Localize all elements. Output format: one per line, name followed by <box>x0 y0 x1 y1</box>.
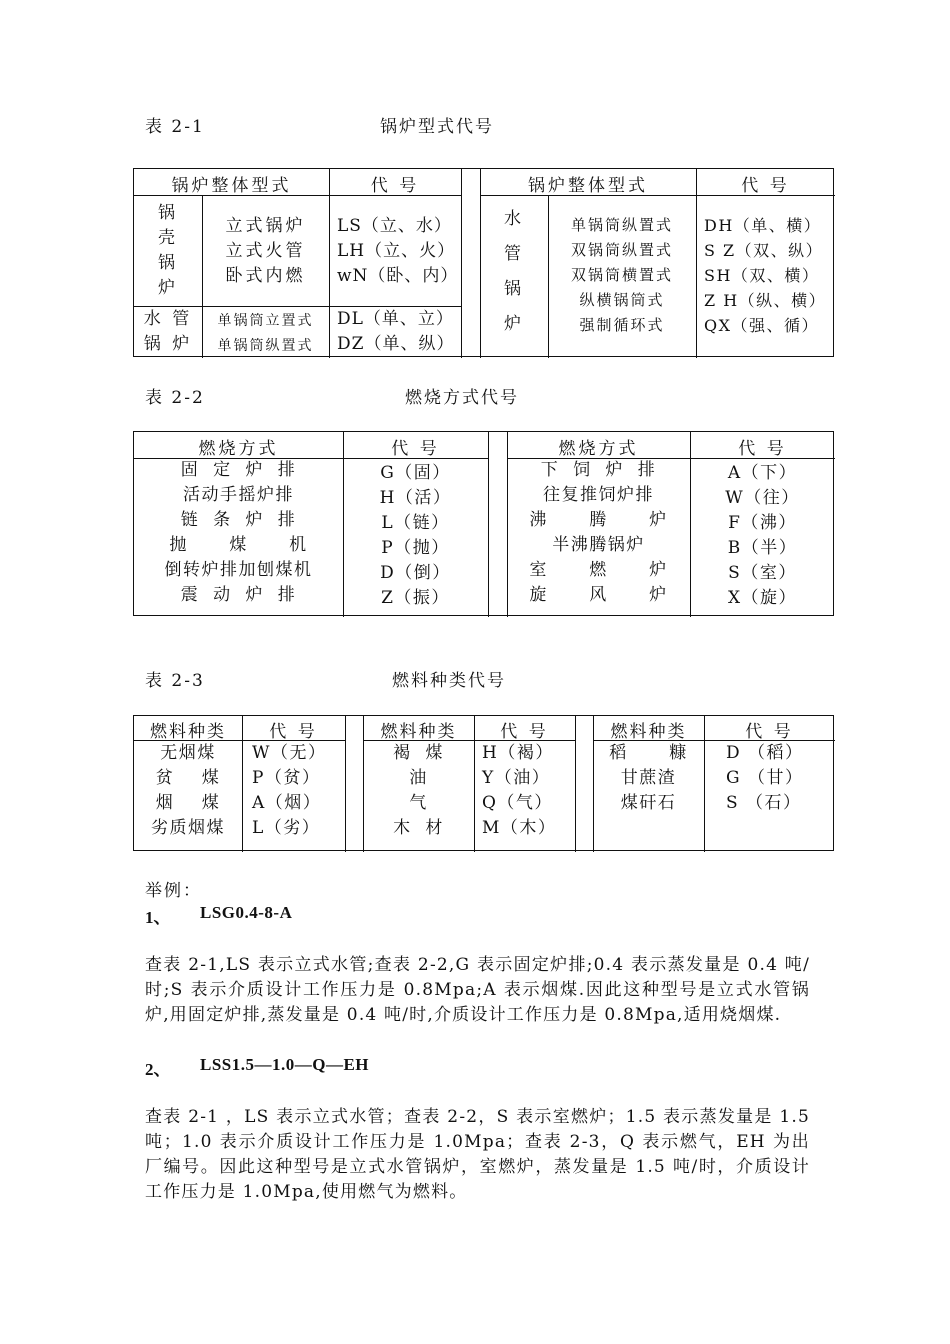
t2-left-codes: G（固） H（活） L（链） P（抛） D（倒） Z（振） <box>379 463 452 608</box>
t2-left-methods: 固 定 炉 排 活动手摇炉排 链 条 炉 排 抛 煤 机 倒转炉排加刨煤机 震 动 炉 排 <box>164 460 313 605</box>
example1-code: LSG0.4-8-A <box>200 903 293 922</box>
t3-col3-header-code: 代 号 <box>745 722 794 742</box>
example1-number: 1、 <box>145 908 171 927</box>
t2-right-header-code: 代 号 <box>738 439 787 459</box>
table2-combustion-method <box>133 431 834 616</box>
t3-col2-codes: H（褐） Y（油） Q（气） M（木） <box>482 743 557 838</box>
t3-col1-fuels: 无烟煤 贫 煤 烟 煤 劣质烟煤 <box>151 743 225 838</box>
table1-boiler-type <box>133 168 834 357</box>
table1-caption-title: 锅炉型式代号 <box>380 117 494 137</box>
t2-right-codes: A（下） W（往） F（沸） B（半） S（室） X（旋） <box>725 463 800 608</box>
t1-water-tube-label: 水 管 锅 炉 <box>143 309 193 354</box>
t1-water-tube-label-right: 水 管 锅 炉 <box>504 209 524 334</box>
t3-col1-codes: W（无） P（贫） A（烟） L（劣） <box>252 743 327 838</box>
table3-fuel-type <box>133 715 834 851</box>
table1-caption-number: 表 2-1 <box>145 117 205 137</box>
t1-shell-boiler-label: 锅 壳 锅 炉 <box>158 203 178 298</box>
t3-col1-header-fuel: 燃料种类 <box>150 722 226 742</box>
t3-col1-header-code: 代 号 <box>269 722 318 742</box>
t1-shell-boiler-types: 立式锅炉 立式火管 卧式内燃 <box>225 216 306 286</box>
table3-caption-title: 燃料种类代号 <box>392 671 506 691</box>
t3-col2-header-code: 代 号 <box>500 722 549 742</box>
t3-col2-header-fuel: 燃料种类 <box>380 722 457 742</box>
example2-explanation: 查表 2-1 ，LS 表示立式水管；查表 2-2，S 表示室燃炉；1.5 表示蒸发量是 1.5 吨；1.0 表示介质设计工作压力是 1.0Mpa；查表 2-3，Q 表示燃气，EH 为出厂编号。因此这种型号是立式水管锅炉，室燃炉，蒸发量是 1.5 吨/时，介质设计工作压力是 1.0Mpa,使用燃气为燃料。 <box>145 1107 810 1202</box>
t1-left-header-type: 锅炉整体型式 <box>171 176 292 196</box>
t2-left-header-code: 代 号 <box>391 439 440 459</box>
t3-col3-codes: D （稻） G （甘） S （石） <box>726 743 804 813</box>
t3-col3-fuels: 稻 糠 甘蔗渣 煤矸石 <box>609 743 688 813</box>
t2-right-header-method: 燃烧方式 <box>558 439 639 459</box>
table3-caption-number: 表 2-3 <box>145 671 205 691</box>
t1-water-tube-codes-right: DH（单、横） S Z（双、纵） SH（双、横） Z H（纵、横） QX（强、循） <box>704 216 827 335</box>
examples-label: 举例： <box>145 881 202 901</box>
t1-water-tube-types-right: 单锅筒纵置式 双锅筒纵置式 双锅筒横置式 纵横锅筒式 强制循环式 <box>570 216 673 334</box>
table2-caption-number: 表 2-2 <box>145 388 205 408</box>
t2-right-methods: 下 饲 炉 排 往复推饲炉排 沸 腾 炉 半沸腾锅炉 室 燃 炉 旋 风 炉 <box>529 460 668 605</box>
t1-right-header-type: 锅炉整体型式 <box>528 176 648 196</box>
t1-right-header-code: 代 号 <box>741 176 790 196</box>
t3-col2-fuels: 褐 煤 油 气 木 材 <box>393 743 444 838</box>
example2-number: 2、 <box>145 1060 171 1079</box>
example2-code: LSS1.5—1.0—Q—EH <box>200 1055 370 1074</box>
t2-left-header-method: 燃烧方式 <box>198 439 279 459</box>
t3-col3-header-fuel: 燃料种类 <box>610 722 687 742</box>
table2-caption-title: 燃烧方式代号 <box>405 388 519 408</box>
t1-shell-boiler-codes: LS（立、水） LH（立、火） wN（卧、内） <box>337 216 459 286</box>
example1-explanation: 查表 2-1,LS 表示立式水管;查表 2-2,G 表示固定炉排;0.4 表示蒸发量是 0.4 吨/时;S 表示介质设计工作压力是 0.8Mpa;A 表示烟煤.因此这种型号是立式水管锅炉,用固定炉排,蒸发量是 0.4 吨/时,介质设计工作压力是 0.8Mpa,适用烧烟煤. <box>145 955 810 1025</box>
t1-left-header-code: 代 号 <box>370 176 420 196</box>
t1-water-tube-types-left: 单锅筒立置式 单锅筒纵置式 <box>217 313 314 354</box>
t1-water-tube-codes-left: DL（单、立） DZ（单、纵） <box>337 309 455 354</box>
